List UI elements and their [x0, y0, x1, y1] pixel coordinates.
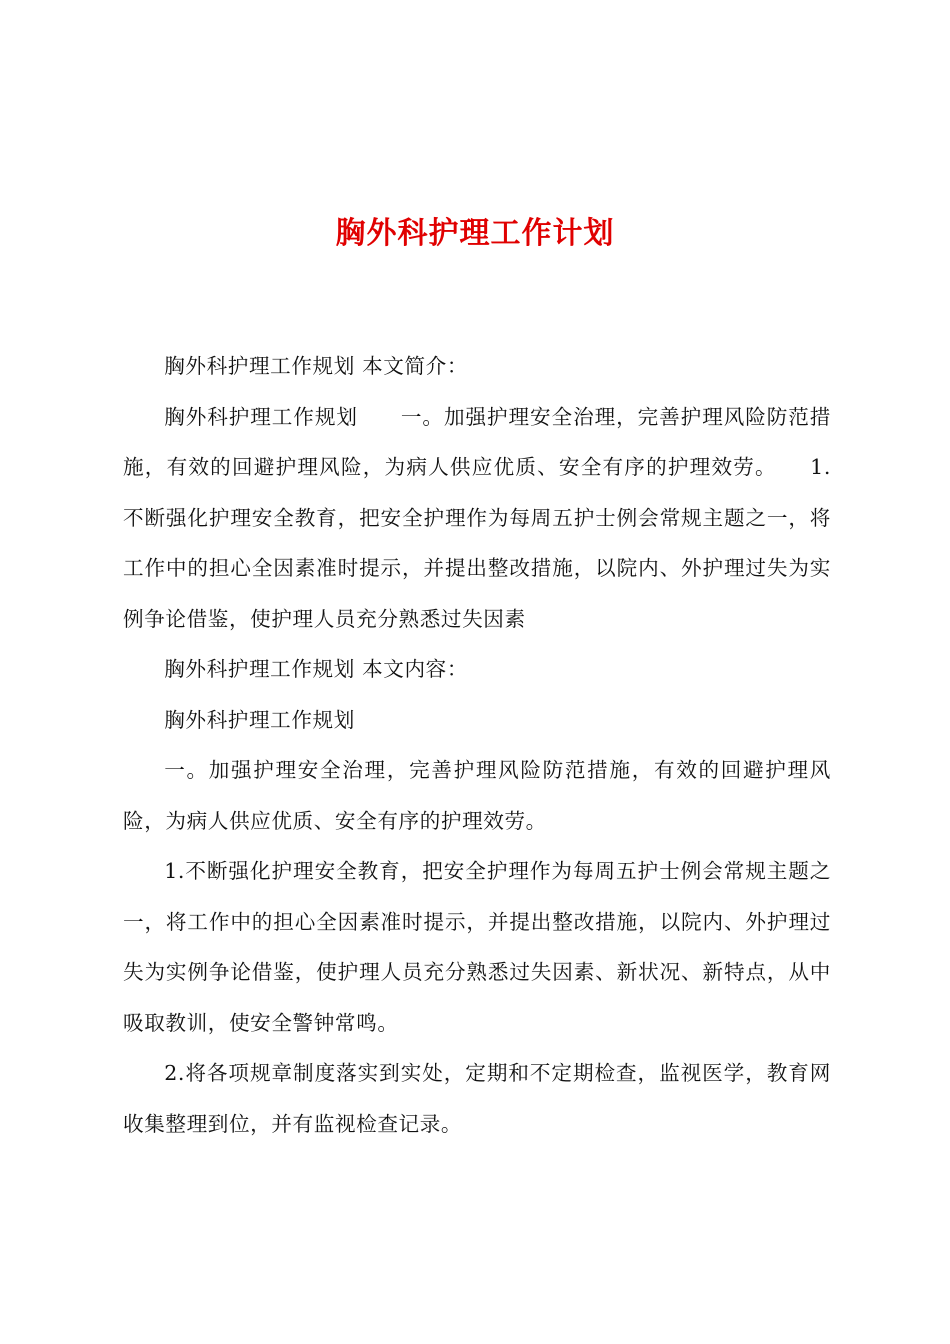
- document-title: 胸外科护理工作计划: [335, 216, 615, 251]
- paragraph-summary: 胸外科护理工作规划 一。加强护理安全治理，完善护理风险防范措施，有效的回避护理风险，为病人供应优质、安全有序的护理效劳。 1.不断强化护理安全教育，把安全护理作为每周五护士例会常规主题之一，将工作中的担心全因素准时提示，并提出整改措施，以院内、外护理过失为实例争论借鉴，使护理人员充分熟悉过失因素: [123, 404, 831, 631]
- paragraph-item-one: 1.不断强化护理安全教育，把安全护理作为每周五护士例会常规主题之一，将工作中的担心全因素准时提示，并提出整改措施，以院内、外护理过失为实例争论借鉴，使护理人员充分熟悉过失因素、新状况、新特点，从中吸取教训，使安全警钟常鸣。: [123, 859, 831, 1035]
- document-body: [123, 341, 831, 1149]
- paragraph-plan-title: 胸外科护理工作规划: [164, 707, 355, 732]
- paragraph-summary-heading: 胸外科护理工作规划 本文简介：: [164, 354, 469, 378]
- paragraph-section-one: 一。加强护理安全治理，完善护理风险防范措施，有效的回避护理风险，为病人供应优质、安全有序的护理效劳。: [123, 758, 831, 833]
- paragraph-item-two: 2.将各项规章制度落实到实处，定期和不定期检查，监视医学，教育网收集整理到位，并有监视检查记录。: [123, 1061, 831, 1136]
- paragraph-content-heading: 胸外科护理工作规划 本文内容：: [164, 657, 469, 681]
